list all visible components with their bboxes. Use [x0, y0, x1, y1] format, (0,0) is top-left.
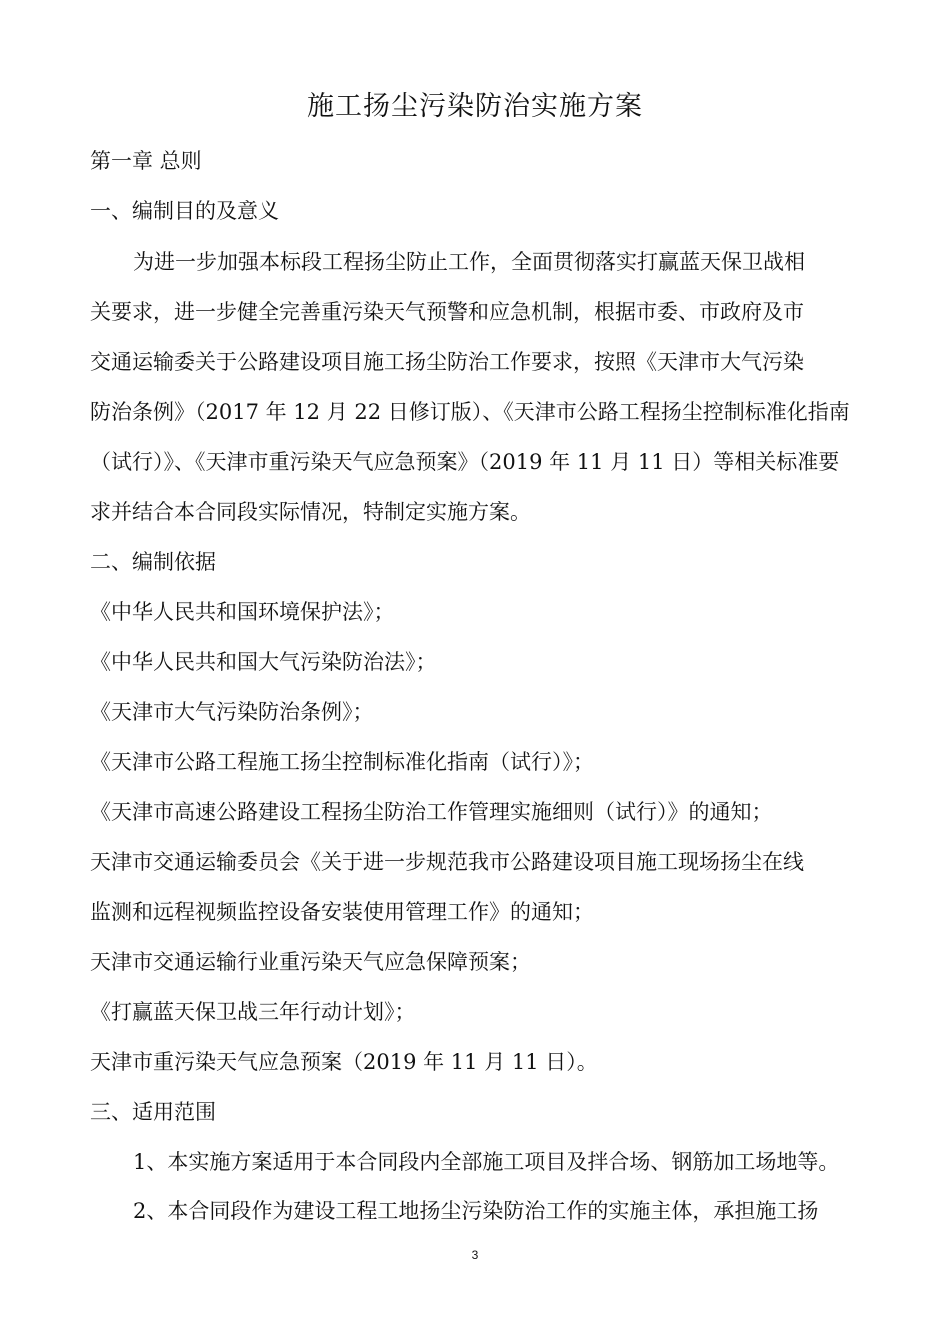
reference-item: 《中华人民共和国大气污染防治法》；	[90, 650, 437, 674]
reference-item: 《天津市公路工程施工扬尘控制标准化指南（试行）》；	[90, 750, 594, 774]
page-number: 3	[471, 1248, 479, 1262]
document-title: 施工扬尘污染防治实施方案	[307, 91, 643, 122]
section-heading: 二、编制依据	[90, 550, 216, 574]
chapter-heading: 第一章 总则	[90, 149, 202, 173]
paragraph-line: 交通运输委关于公路建设项目施工扬尘防治工作要求，按照《天津市大气污染	[90, 350, 804, 374]
paragraph-line: 1、本实施方案适用于本合同段内全部施工项目及拌合场、钢筋加工场地等。	[133, 1150, 840, 1174]
paragraph-line: 关要求，进一步健全完善重污染天气预警和应急机制，根据市委、市政府及市	[90, 300, 804, 324]
paragraph-line: 2、本合同段作为建设工程工地扬尘污染防治工作的实施主体，承担施工扬	[133, 1199, 819, 1223]
reference-item: 天津市重污染天气应急预案（2019 年 11 月 11 日）。	[90, 1050, 598, 1074]
paragraph-line: 防治条例》（2017 年 12 月 22 日修订版）、《天津市公路工程扬尘控制标准化指南	[90, 400, 850, 424]
section-heading: 三、适用范围	[90, 1100, 216, 1124]
reference-item: 《打赢蓝天保卫战三年行动计划》；	[90, 1000, 416, 1024]
section-heading: 一、编制目的及意义	[90, 199, 279, 223]
paragraph-line: 求并结合本合同段实际情况，特制定实施方案。	[90, 500, 531, 524]
reference-item: 监测和远程视频监控设备安装使用管理工作》的通知；	[90, 900, 594, 924]
paragraph-line: 为进一步加强本标段工程扬尘防止工作，全面贯彻落实打赢蓝天保卫战相	[133, 250, 805, 274]
reference-item: 《天津市大气污染防治条例》；	[90, 700, 374, 724]
reference-item: 《天津市高速公路建设工程扬尘防治工作管理实施细则（试行）》的通知；	[90, 800, 773, 824]
reference-item: 天津市交通运输行业重污染天气应急保障预案；	[90, 950, 531, 974]
paragraph-line: （试行）》、《天津市重污染天气应急预案》（2019 年 11 月 11 日）等相关标准要	[90, 450, 840, 474]
reference-item: 《中华人民共和国环境保护法》；	[90, 600, 395, 624]
reference-item: 天津市交通运输委员会《关于进一步规范我市公路建设项目施工现场扬尘在线	[90, 850, 804, 874]
